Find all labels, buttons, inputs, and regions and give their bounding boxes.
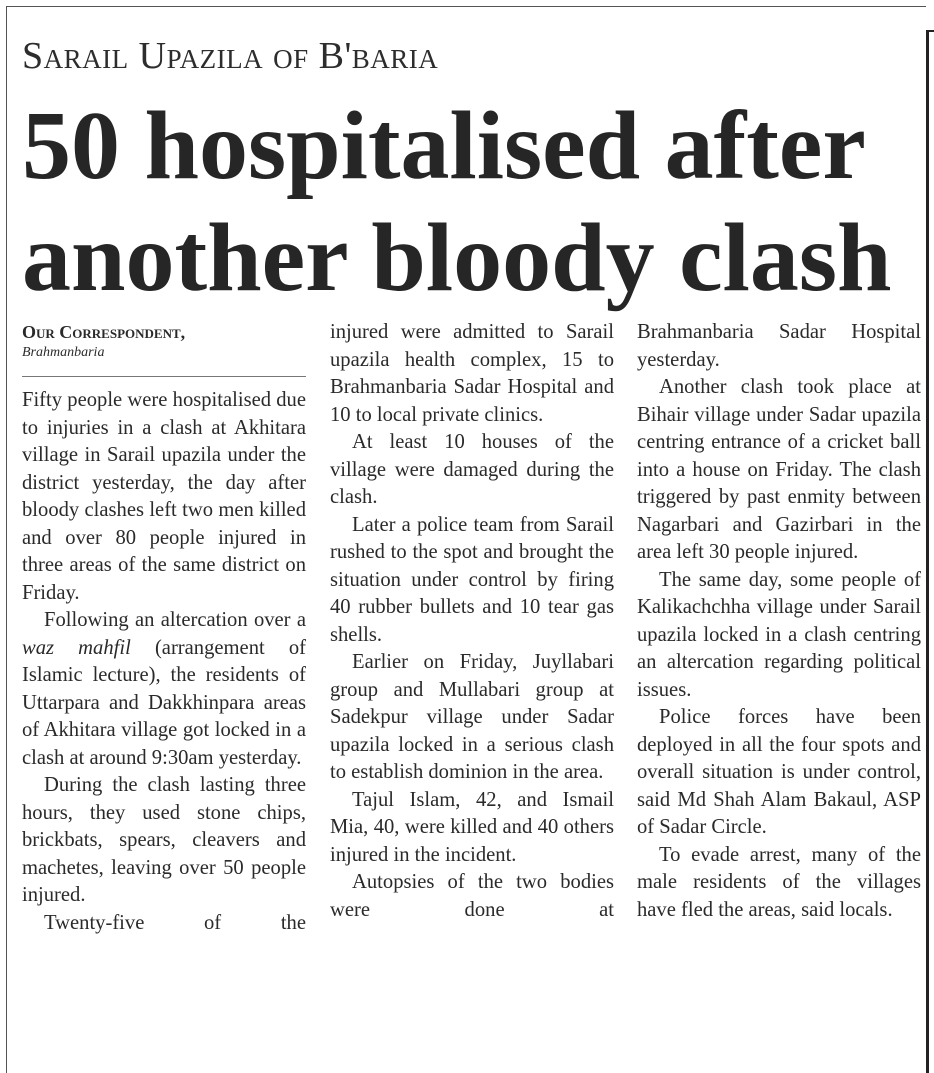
byline-place: Brahmanbaria bbox=[22, 345, 105, 360]
paragraph: The same day, some people of Kalikachchha village under Sarail upazila locked in a clash centring an altercation regarding political issues. bbox=[637, 568, 921, 701]
paragraph: injured were admitted to Sarail upazila health complex, 15 to Brahmanbaria Sadar Hospital and 10 to local private clinics. bbox=[330, 321, 614, 426]
right-frame-rule bbox=[926, 30, 929, 1073]
paragraph: Twenty-five of the bbox=[44, 911, 306, 934]
byline-divider bbox=[22, 376, 306, 377]
paragraph: At least 10 houses of the village were damaged during the clash. bbox=[330, 431, 614, 508]
paragraph-text: (arrangement of Islamic lecture), the residents of Uttarpara and Dakkhinpara areas of Akhitara village got locked in a clash at around 9:30am yesterday. bbox=[22, 636, 306, 769]
italic-term: waz mahfil bbox=[22, 636, 131, 659]
paragraph: Fifty people were hospitalised due to injuries in a clash at Akhitara village in Sarail upazila under the district yesterday, the day after bloody clashes left two men killed and over 80 people injured in three areas of the same district on Friday. bbox=[22, 389, 306, 604]
kicker: Sarail Upazila of B'baria bbox=[22, 35, 439, 77]
paragraph: Police forces have been deployed in all the four spots and overall situation is under control, said Md Shah Alam Bakaul, ASP of Sadar Circle. bbox=[637, 706, 921, 838]
paragraph bbox=[22, 607, 306, 772]
byline-name: Our Correspondent, bbox=[22, 322, 186, 342]
paragraph: Autopsies of the two bodies were done at bbox=[330, 871, 614, 921]
left-border-rule bbox=[6, 6, 7, 1073]
paragraph: Later a police team from Sarail rushed to the spot and brought the situation under control by firing 40 rubber bullets and 10 tear gas shells. bbox=[330, 513, 614, 646]
paragraph: Tajul Islam, 42, and Ismail Mia, 40, were killed and 40 others injured in the incident. bbox=[330, 788, 614, 866]
headline bbox=[22, 90, 922, 314]
column-1 bbox=[22, 387, 306, 937]
paragraph: Earlier on Friday, Juyllabari group and Mullabari group at Sadekpur village under Sadar upazila locked in a serious clash to establish dominion in the area. bbox=[330, 651, 614, 783]
headline-line-2: another bloody clash bbox=[22, 204, 892, 312]
paragraph: Another clash took place at Bihair village under Sadar upazila centring entrance of a cricket ball into a house on Friday. The clash triggered by past enmity between Nagarbari and Gazirbari in the area left 30 people injured. bbox=[637, 376, 921, 563]
headline-line-1: 50 hospitalised after bbox=[22, 92, 866, 200]
paragraph-text: Following an altercation over a bbox=[44, 609, 306, 631]
column-3 bbox=[637, 319, 921, 924]
top-border-rule bbox=[6, 6, 926, 7]
column-2 bbox=[330, 319, 614, 924]
paragraph: During the clash lasting three hours, they used stone chips, brickbats, spears, cleavers and machetes, leaving over 50 people injured. bbox=[22, 774, 306, 906]
paragraph: Brahmanbaria Sadar Hospital yesterday. bbox=[637, 321, 921, 371]
paragraph: To evade arrest, many of the male residents of the villages have fled the areas, said locals. bbox=[637, 843, 921, 921]
